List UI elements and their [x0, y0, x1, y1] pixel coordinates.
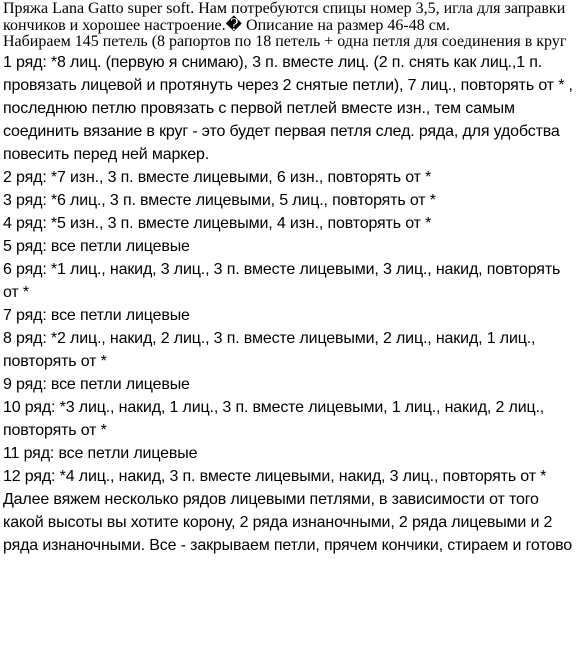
document — [3, 1, 579, 557]
row-instruction: 4 ряд: *5 изн., 3 п. вместе лицевыми, 4 изн., повторять от * — [3, 214, 432, 232]
row-instruction: 3 ряд: *6 лиц., 3 п. вместе лицевыми, 5 лиц., повторять от * — [3, 191, 436, 209]
cast-on-paragraph: Набираем 145 петель (8 рапортов по 18 петель + одна петля для соединения в круг — [3, 33, 567, 51]
row-instruction: 6 ряд: *1 лиц., накид, 3 лиц., 3 п. вместе лицевыми, 3 лиц., накид, повторять от * — [3, 260, 561, 301]
intro-paragraph: Пряжа Lana Gatto super soft. Нам потребуются спицы номер 3,5, игла для заправки кончиков и хорошее настроение.� Описание на размер 46-48 см. — [3, 0, 566, 34]
closing-paragraph: Далее вяжем несколько рядов лицевыми петлями, в зависимости от того какой высоты вы хотите корону, 2 ряда изнаночными, 2 ряда лицевыми и 2 ряда изнаночными. Все - закрываем петли, прячем кончики, стираем и готово — [3, 490, 572, 554]
rows-list — [3, 51, 579, 557]
row-instruction: 5 ряд: все петли лицевые — [3, 237, 190, 255]
row-instruction: 11 ряд: все петли лицевые — [3, 444, 198, 462]
row-instruction: 8 ряд: *2 лиц., накид, 2 лиц., 3 п. вместе лицевыми, 2 лиц., накид, 1 лиц., повторять от * — [3, 329, 536, 370]
row-instruction: 7 ряд: все петли лицевые — [3, 306, 190, 324]
row-instruction: 2 ряд: *7 изн., 3 п. вместе лицевыми, 6 изн., повторять от * — [3, 168, 432, 186]
row-instruction: 12 ряд: *4 лиц., накид, 3 п. вместе лицевыми, накид, 3 лиц., повторять от * — [3, 467, 547, 485]
row-instruction: 9 ряд: все петли лицевые — [3, 375, 190, 393]
row-instruction: 1 ряд: *8 лиц. (первую я снимаю), 3 п. вместе лиц. (2 п. снять как лиц.,1 п. провязать лицевой и протянуть через 2 снятые петли), 7 лиц., повторять от * , последнюю петлю провязать с первой петлей вместе изн., тем самым соединить вязание в круг - это будет первая петля след. ряда, для удобства повесить перед ней маркер. — [3, 53, 573, 163]
row-instruction: 10 ряд: *3 лиц., накид, 1 лиц., 3 п. вместе лицевыми, 1 лиц., накид, 2 лиц., повторять от * — [3, 398, 545, 439]
